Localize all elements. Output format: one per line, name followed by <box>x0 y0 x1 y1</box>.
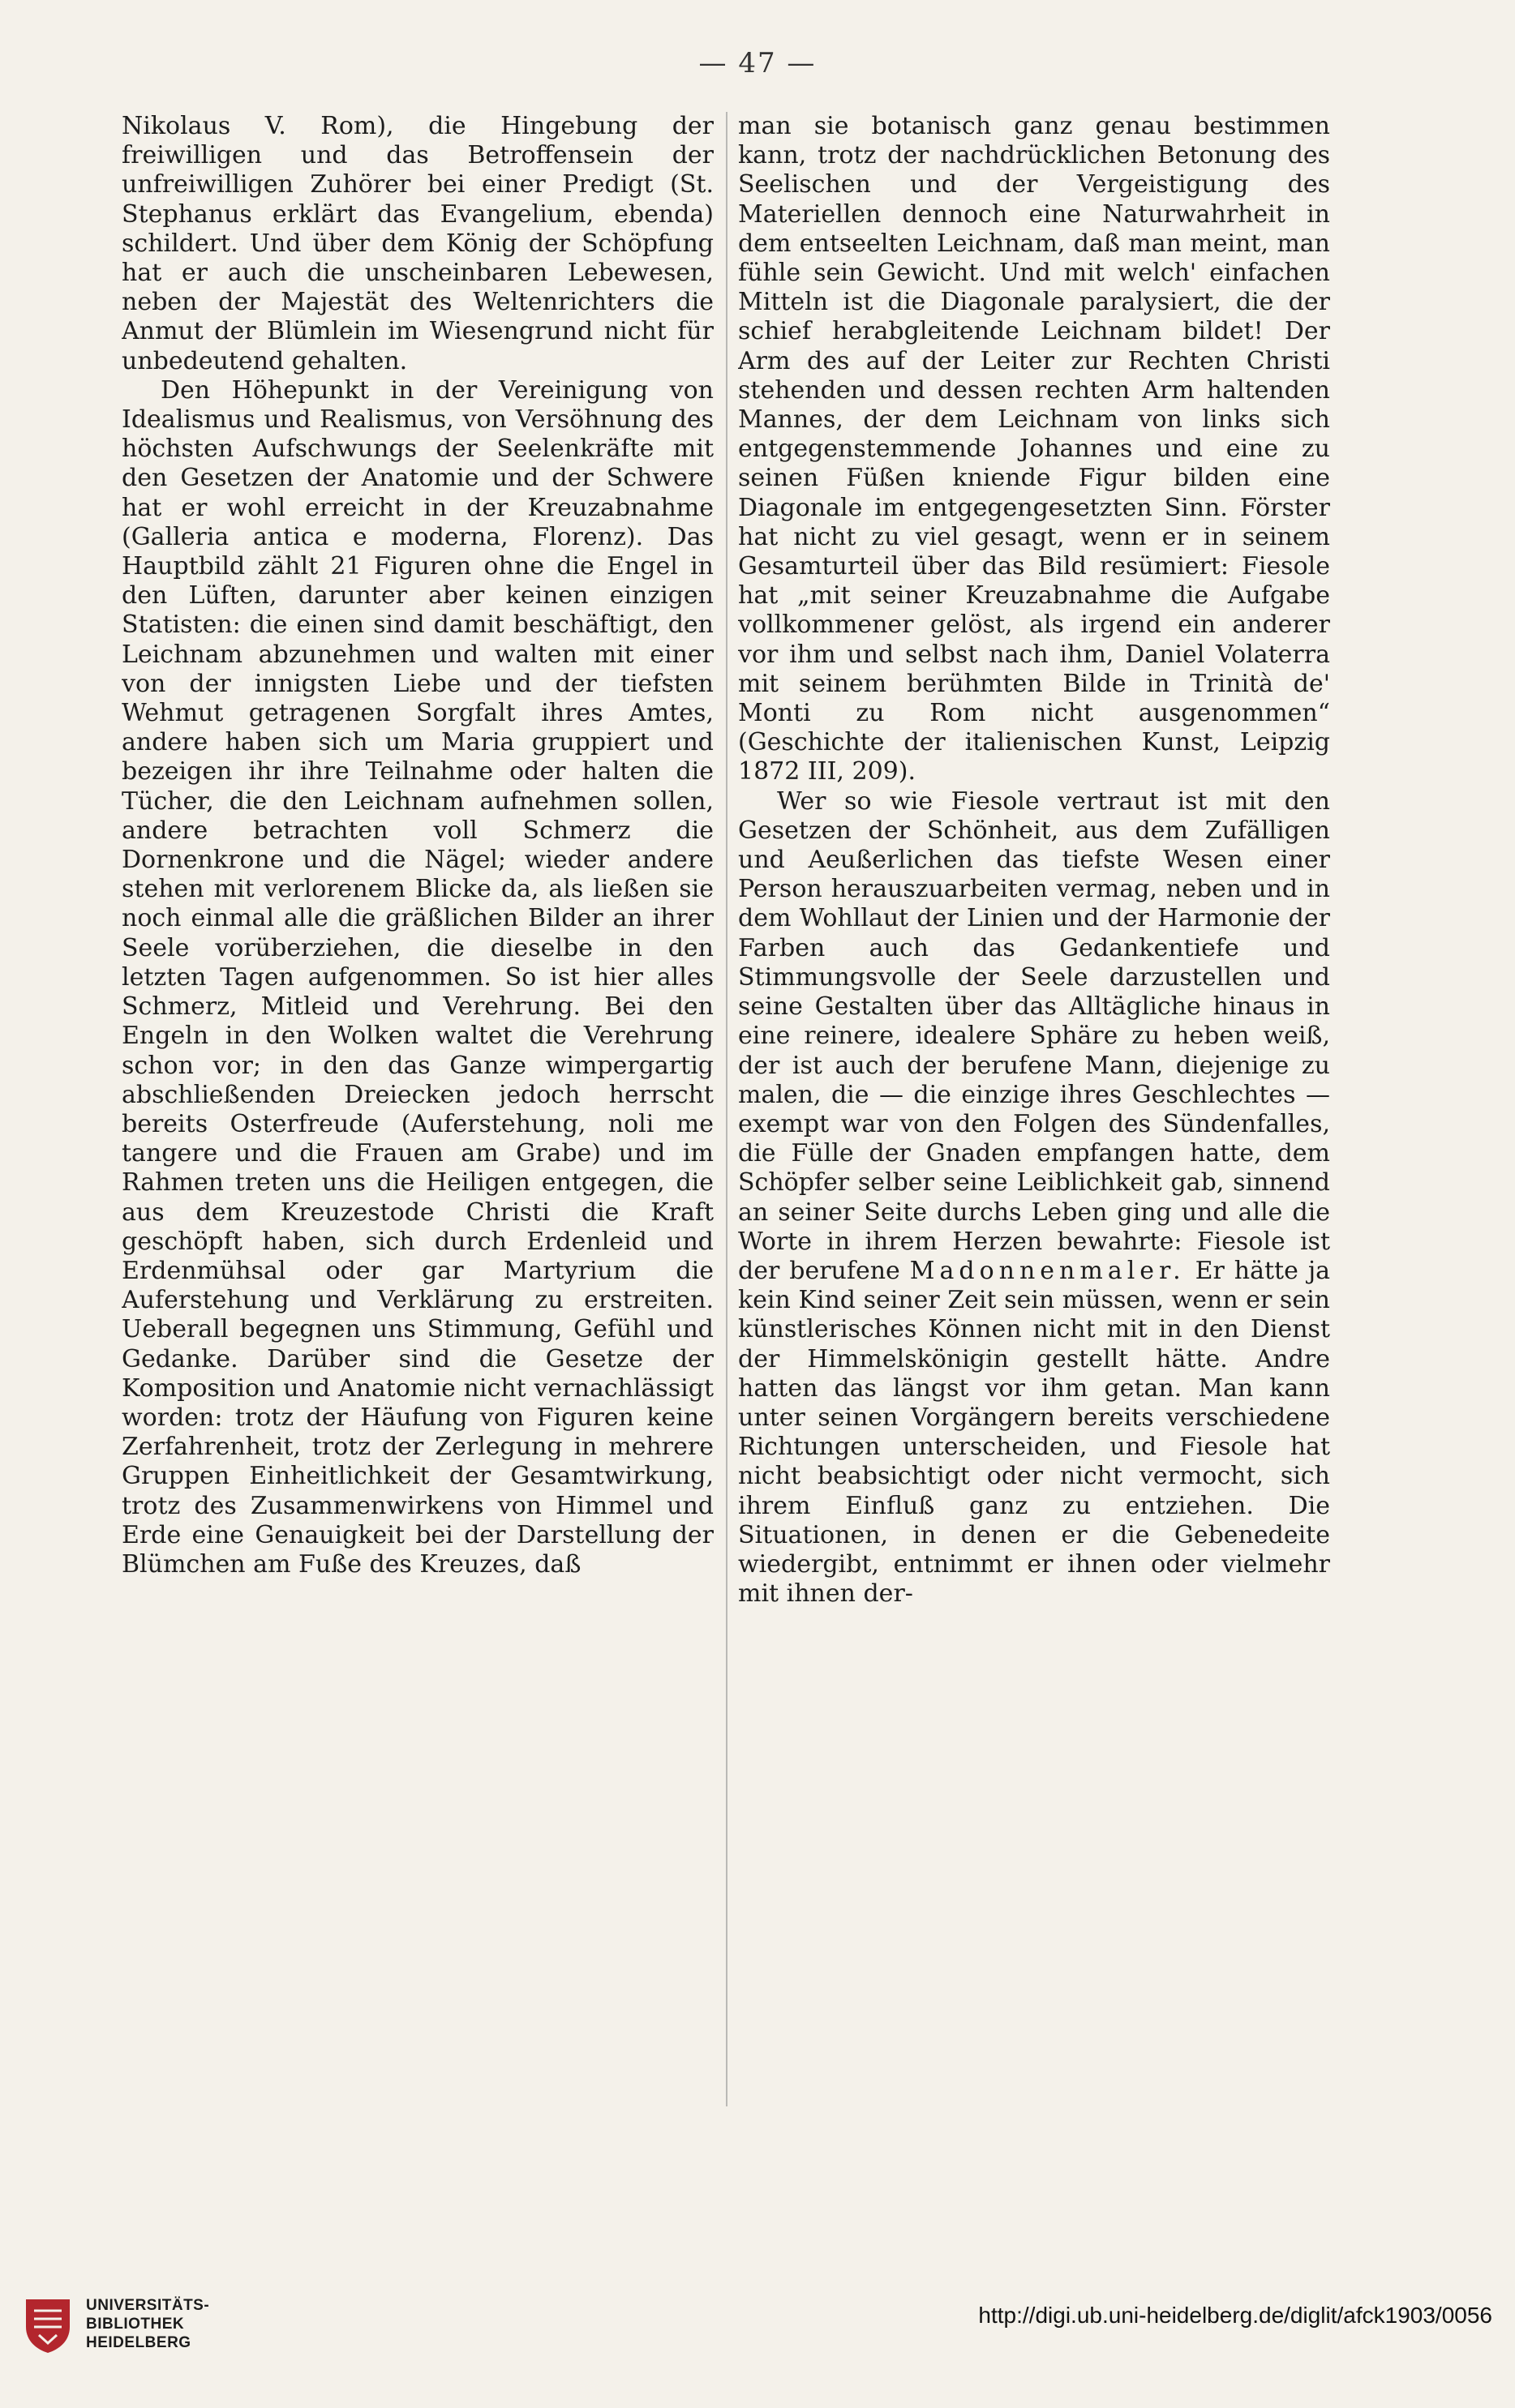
right-paragraph-2 <box>738 787 1330 1609</box>
right-paragraph-2-start: Wer so wie Fiesole vertraut ist mit den Gesetzen der Schönheit, aus dem Zufälligen und Aeußerlichen das tiefste Wesen einer Person herauszuarbeiten vermag, neben und in dem Wohllaut der Linien und der Harmonie der Farben auch das Gedankentiefe und Stimmungsvolle der Seele darzustellen und seine Gestalten über das Alltägliche hinaus in eine reinere, idealere Sphäre zu heben weiß, der ist auch der berufene Mann, diejenige zu malen, die — die einzige ihres Geschlechtes — exempt war von den Folgen des Sündenfalles, die Fülle der Gnaden empfangen hatte, dem Schöpfer selber seine Leiblichkeit gab, sinnend an seiner Seite durchs Leben ging und alle die Worte in ihrem Herzen bewahrte: Fiesole ist der berufene <box>738 786 1330 1285</box>
right-column <box>738 112 1330 2139</box>
footer <box>0 2272 1515 2408</box>
text-columns <box>122 112 1346 2139</box>
spaced-emphasis: Madonnenmaler. <box>909 1256 1186 1285</box>
library-line-3: HEIDELBERG <box>86 2334 191 2351</box>
page-number: — 47 — <box>698 47 817 79</box>
source-url-link[interactable]: http://digi.ub.uni-heidelberg.de/diglit/afck1903/0056 <box>978 2303 1492 2328</box>
library-name <box>86 2296 209 2352</box>
university-seal-icon <box>23 2296 73 2354</box>
right-paragraph-1: man sie botanisch ganz genau bestimmen kann, trotz der nachdrücklichen Betonung des Seelischen und der Vergeistigung des Materiellen dennoch eine Naturwahrheit in dem entseelten Leichnam, daß man meint, man fühle sein Gewicht. Und mit welch' einfachen Mitteln ist die Diagonale paralysiert, die der schief herabgleitende Leichnam bildet! Der Arm des auf der Leiter zur Rechten Christi stehenden und dessen rechten Arm haltenden Mannes, der dem Leichnam von links sich entgegenstemmende Johannes und eine zu seinen Füßen kniende Figur bilden eine Diagonale im entgegengesetzten Sinn. Förster hat nicht zu viel gesagt, wenn er in seinem Gesamturteil über das Bild resümiert: Fiesole hat „mit seiner Kreuzabnahme die Aufgabe vollkommener gelöst, als irgend ein anderer vor ihm und selbst nach ihm, Daniel Volaterra mit seinem berühmten Bilde in Trinità de' Monti zu Rom nicht ausgenommen“ (Geschichte der italienischen Kunst, Leipzig 1872 III, 209). <box>738 112 1330 786</box>
left-column <box>122 112 714 2139</box>
right-paragraph-2-end: Er hätte ja kein Kind seiner Zeit sein müssen, wenn er sein künstlerisches Können nicht mit in den Dienst der Himmelskönigin gestellt hätte. Andre hatten das längst vor ihm getan. Man kann unter seinen Vorgängern bereits verschiedene Richtungen unterscheiden, und Fiesole hat nicht beabsichtigt oder nicht vermocht, sich ihrem Einfluß ganz zu entziehen. Die Situationen, in denen er die Gebenedeite wiedergibt, entnimmt er ihnen oder vielmehr mit ihnen der- <box>738 1256 1330 1609</box>
library-line-2: BIBLIOTHEK <box>86 2316 185 2333</box>
library-line-1: UNIVERSITÄTS- <box>86 2297 210 2314</box>
left-paragraph-2: Den Höhepunkt in der Vereinigung von Idealismus und Realismus, von Versöhnung des höchsten Aufschwungs der Seelenkräfte mit den Gesetzen der Anatomie und der Schwere hat er wohl erreicht in der Kreuzabnahme (Galleria antica e moderna, Florenz). Das Hauptbild zählt 21 Figuren ohne die Engel in den Lüften, darunter aber keinen einzigen Statisten: die einen sind damit beschäftigt, den Leichnam abzunehmen und walten mit einer von der innigsten Liebe und der tiefsten Wehmut getragenen Sorgfalt ihres Amtes, andere haben sich um Maria gruppiert und bezeigen ihr ihre Teilnahme oder halten die Tücher, die den Leichnam aufnehmen sollen, andere betrachten voll Schmerz die Dornenkrone und die Nägel; wieder andere stehen mit verlorenem Blicke da, als ließen sie noch einmal alle die gräßlichen Bilder an ihrer Seele vorüberziehen, die dieselbe in den letzten Tagen aufgenommen. So ist hier alles Schmerz, Mitleid und Verehrung. Bei den Engeln in den Wolken waltet die Verehrung schon vor; in den das Ganze wimpergartig abschließenden Dreiecken jedoch herrscht bereits Osterfreude (Auferstehung, noli me tangere und die Frauen am Grabe) und im Rahmen treten uns die Heiligen entgegen, die aus dem Kreuzestode Christi die Kraft geschöpft haben, sich durch Erdenleid und Erdenmühsal oder gar Martyrium die Auferstehung und Verklärung zu erstreiten. Ueberall begegnen uns Stimmung, Gefühl und Gedanke. Darüber sind die Gesetze der Komposition und Anatomie nicht vernachlässigt worden: trotz der Häufung von Figuren keine Zerfahrenheit, trotz der Zerlegung in mehrere Gruppen Einheitlichkeit der Gesamtwirkung, trotz des Zusammenwirkens von Himmel und Erde eine Genauigkeit bei der Darstellung der Blümchen am Fuße des Kreuzes, daß <box>122 375 714 1579</box>
left-paragraph-1: Nikolaus V. Rom), die Hingebung der freiwilligen und das Betroffensein der unfreiwilligen Zuhörer bei einer Predigt (St. Stephanus erklärt das Evangelium, ebenda) schildert. Und über dem König der Schöpfung hat er auch die unscheinbaren Lebewesen, neben der Majestät des Weltenrichters die Anmut der Blümlein im Wiesengrund nicht für unbedeutend gehalten. <box>122 112 714 375</box>
